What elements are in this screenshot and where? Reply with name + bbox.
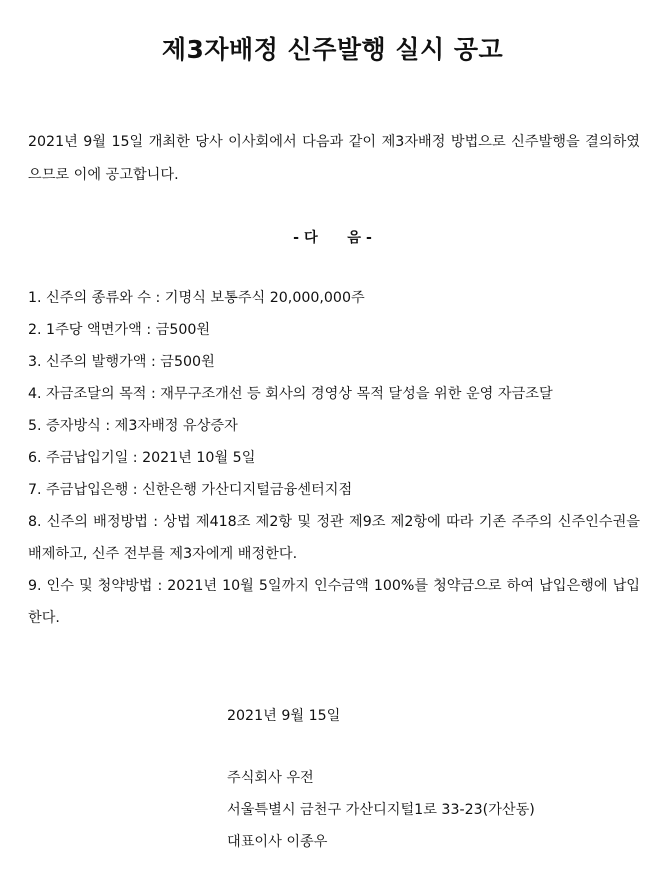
list-item: 5. 증자방식 : 제3자배정 유상증자 (28, 418, 238, 434)
list-item: 8. 신주의 배정방법 : 상법 제418조 제2항 및 정관 제9조 제2항에 따라 기존 주주의 신주인수권을 배제하고, 신주 전부를 제3자에게 배정한다. (28, 514, 640, 562)
terms-list (28, 282, 640, 634)
list-item: 6. 주금납입기일 : 2021년 10월 5일 (28, 450, 256, 466)
list-item: 1. 신주의 종류와 수 : 기명식 보통주식 20,000,000주 (28, 290, 365, 306)
list-item: 3. 신주의 발행가액 : 금500원 (28, 354, 215, 370)
intro-paragraph: 2021년 9월 15일 개최한 당사 이사회에서 다음과 같이 제3자배정 방법으로 신주발행을 결의하였으므로 이에 공고합니다. (28, 134, 640, 183)
section-heading: - 다 음 - (293, 230, 372, 246)
company-name: 주식회사 우전 (227, 770, 314, 786)
ceo-name: 대표이사 이종우 (227, 834, 328, 850)
company-address: 서울특별시 금천구 가산디지털1로 33-23(가산동) (227, 802, 535, 818)
list-item: 9. 인수 및 청약방법 : 2021년 10월 5일까지 인수금액 100%를 청약금으로 하여 납입은행에 납입한다. (28, 578, 640, 626)
list-item: 2. 1주당 액면가액 : 금500원 (28, 322, 211, 338)
list-item: 4. 자금조달의 목적 : 재무구조개선 등 회사의 경영상 목적 달성을 위한 운영 자금조달 (28, 386, 553, 402)
notice-date: 2021년 9월 15일 (227, 708, 341, 724)
list-item: 7. 주금납입은행 : 신한은행 가산디지털금융센터지점 (28, 482, 353, 498)
notice-title: 제3자배정 신주발행 실시 공고 (161, 35, 504, 64)
